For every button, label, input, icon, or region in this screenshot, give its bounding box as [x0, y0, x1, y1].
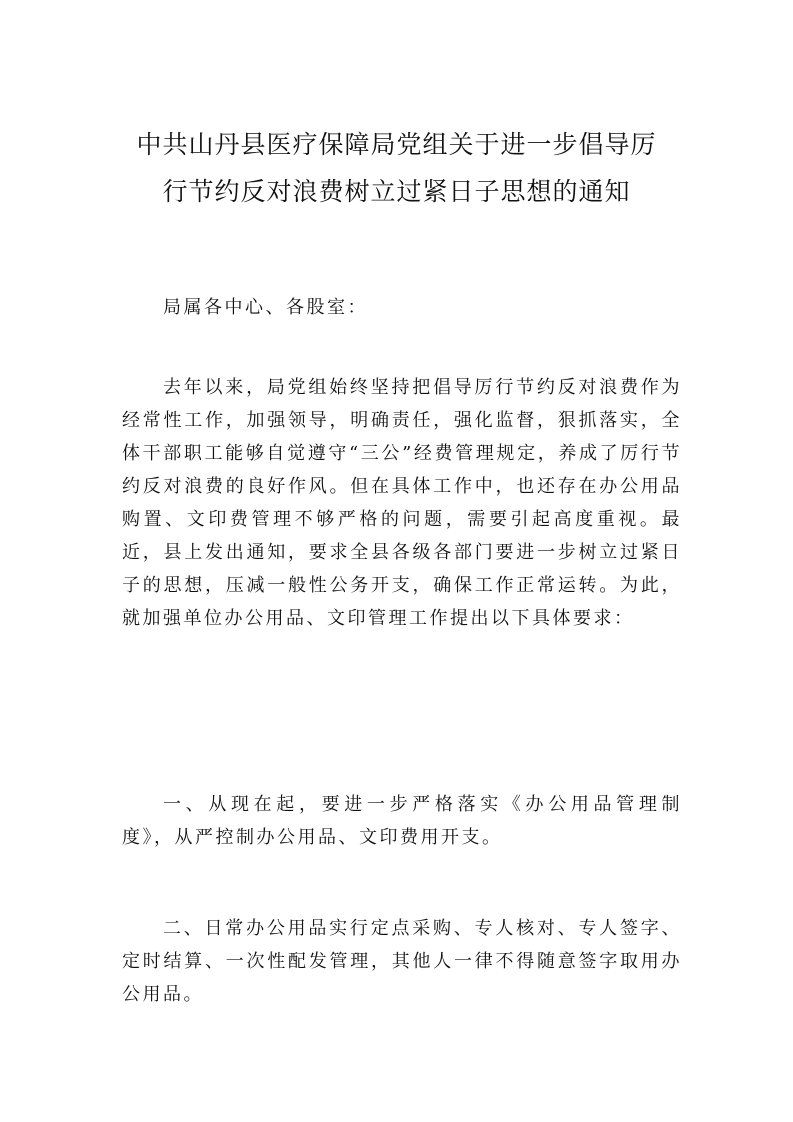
- paragraph-item-2: 二、日常办公用品实行定点采购、专人核对、专人签字、定时结算、一次性配发管理，其他人一律不得随意签字取用办公用品。: [122, 918, 682, 1005]
- document-title-line-1: 中共山丹县医疗保障局党组关于进一步倡导厉: [136, 130, 657, 159]
- salutation: 局属各中心、各股室：: [163, 297, 368, 318]
- document-title-line-2: 行节约反对浪费树立过紧日子思想的通知: [162, 177, 631, 206]
- paragraph-item-1: 一、从现在起，要进一步严格落实《办公用品管理制度》，从严控制办公用品、文印费用开支。: [122, 794, 682, 848]
- paragraph-intro: 去年以来，局党组始终坚持把倡导厉行节约反对浪费作为经常性工作，加强领导，明确责任，强化监督，狠抓落实，全体干部职工能够自觉遵守“三公”经费管理规定，养成了厉行节约反对浪费的良好作风。但在具体工作中，也还存在办公用品购置、文印费管理不够严格的问题，需要引起高度重视。最近，县上发出通知，要求全县各级各部门要进一步树立过紧日子的思想，压减一般性公务开支，确保工作正常运转。为此，就加强单位办公用品、文印管理工作提出以下具体要求：: [122, 377, 682, 629]
